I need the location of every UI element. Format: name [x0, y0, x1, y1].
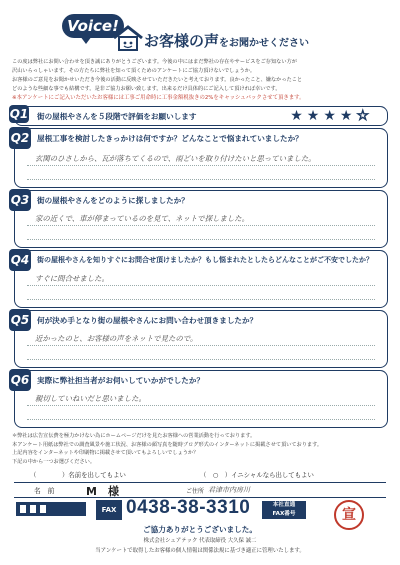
intro-line: 沢山いらっしゃいます。その方たちに弊社を知って頂くためのアンケートにご協力頂けないでしょうか。: [12, 68, 256, 74]
fax-graphic-icon: [16, 500, 86, 518]
question-text: 何が決め手となり街の屋根やさんにお問い合わせ頂きましたか？: [37, 316, 258, 325]
voice-badge: Voice!: [62, 14, 124, 38]
answer-rule: [27, 179, 375, 180]
answer-text: 近かったのと、お客様の声をネットで見たので。: [35, 334, 198, 343]
answer-text: 親切していねいだと思いました。: [35, 394, 146, 403]
page-title: [144, 30, 309, 51]
answer-rule: [27, 299, 375, 300]
question-label: Q5: [9, 309, 31, 331]
name-label: 名 前: [34, 487, 55, 495]
fax-direct-line: FAX番号: [272, 511, 296, 517]
answer-rule: [27, 345, 375, 346]
question-label: Q4: [9, 249, 31, 271]
answer-text: 家の近くで、車が停まっているのを見て、ネットで探しました。: [35, 214, 250, 223]
question-label: Q1: [9, 107, 29, 121]
question-3: [10, 190, 388, 248]
answer-rule: [27, 225, 375, 226]
question-label: Q2: [9, 127, 31, 149]
fax-tag: FAX: [96, 500, 122, 520]
question-5: [10, 310, 388, 368]
publication-note: [12, 432, 388, 466]
consent-initial-label: イニシャルなら出してもよい: [231, 471, 314, 479]
company-seal-icon: 宣: [334, 500, 364, 530]
intro-text: [12, 58, 388, 94]
note-line: 本アンケート用紙は弊社での調査風景や施工状況、お客様の顔写真を随時ブログ形式のインターネットに掲載させて頂いております。: [12, 441, 323, 448]
question-text: 実際に弊社担当者がお伺いしていかがでしたか？: [37, 376, 205, 385]
note-line: ＊弊社は広告宣伝費を極力かけない為にホームページだけを見たお客様への営業活動を行っております。: [12, 433, 256, 439]
question-6: [10, 370, 388, 428]
house-icon: [112, 24, 144, 52]
consent-name-option[interactable]: （ ）名前を出してもよい: [30, 471, 126, 479]
answer-text: 玄関のひさしから、瓦が落ちてくるので、雨どいを取り付けたいと思っていました。: [35, 154, 316, 163]
cashback-notice: ※本アンケートにご記入いただいたお客様には工事ご用命時に工事金額税抜きの2%をキャッシュバックさせて頂きます。: [12, 95, 305, 101]
question-text: 街の屋根やさんをどのように探しましたか？: [37, 196, 189, 205]
answer-rule: [27, 285, 375, 286]
question-text: 街の屋根やさんを知りすぐにお問合せ頂けましたか？もし悩まれたとしたらどんなことがご不安でしたか？: [37, 256, 373, 264]
address-value: 君津市内房川: [208, 486, 250, 494]
name-value: M 様: [86, 485, 119, 498]
fax-direct-line: 本社直通: [272, 502, 296, 508]
fax-number: 0438-38-3310: [126, 497, 251, 518]
title-main: お客様の声: [144, 32, 220, 50]
consent-initial-mark: ○: [212, 471, 219, 479]
empty-star: ☆: [356, 108, 373, 124]
customer-info-row: [14, 482, 386, 498]
note-line: 下記の中から一つお選びください。: [12, 458, 96, 465]
intro-line: どのような些細な事でも結構です。是非ご協力お願い致します。出来るだけ具体的にご記入して頂ければ幸いです。: [12, 86, 281, 92]
intro-line: この度は弊社にお問い合わせを頂き誠にありがとうございます。今後の中にはまだ弊社の存在やサービスをご存知ない方が: [12, 59, 297, 65]
question-4: [10, 250, 388, 308]
answer-rule: [27, 419, 375, 420]
voice-badge-tail: [80, 36, 92, 44]
rating-stars: [290, 108, 373, 124]
question-text: 屋根工事を検討したきっかけは何ですか？どんなことで悩まれていましたか？: [37, 134, 303, 143]
company-name: 株式会社シェアテック 代表取締役 大久保 誠二: [143, 538, 257, 544]
consent-initial-option[interactable]: （ ○ ）イニシャルなら出してもよい: [200, 471, 314, 479]
answer-text: すぐに問合せました。: [35, 274, 109, 283]
question-label: Q3: [9, 189, 31, 211]
fax-direct-badge: [262, 501, 306, 519]
question-text: 街の屋根やさんを５段階で評価をお願いします: [37, 112, 197, 121]
answer-rule: [27, 239, 375, 240]
filled-stars: ★★★★: [290, 108, 357, 124]
answer-rule: [27, 405, 375, 406]
title-suffix: をお聞かせください: [219, 38, 310, 49]
consent-name-label: 名前を出してもよい: [68, 471, 126, 479]
question-label: Q6: [9, 369, 31, 391]
intro-line: お客様のご意見をお聞かせいただき今後の活動に反映させていただきたいと考えております。良かったこと、嫌なかったこと: [12, 77, 303, 83]
address-label: ご住所: [186, 488, 205, 495]
thanks-message: ご協力ありがとうございました。: [143, 525, 257, 534]
note-line: 上記内容をインターネットや印刷物に掲載させて頂いてもよろしいでしょうか？: [12, 450, 199, 456]
question-1: [9, 106, 388, 126]
answer-rule: [27, 359, 375, 360]
question-2: [10, 128, 388, 188]
answer-rule: [27, 165, 375, 166]
privacy-note: 当アンケートで取得したお客様の個人情報は関係法規に基づき適正に管理いたします。: [95, 548, 305, 554]
